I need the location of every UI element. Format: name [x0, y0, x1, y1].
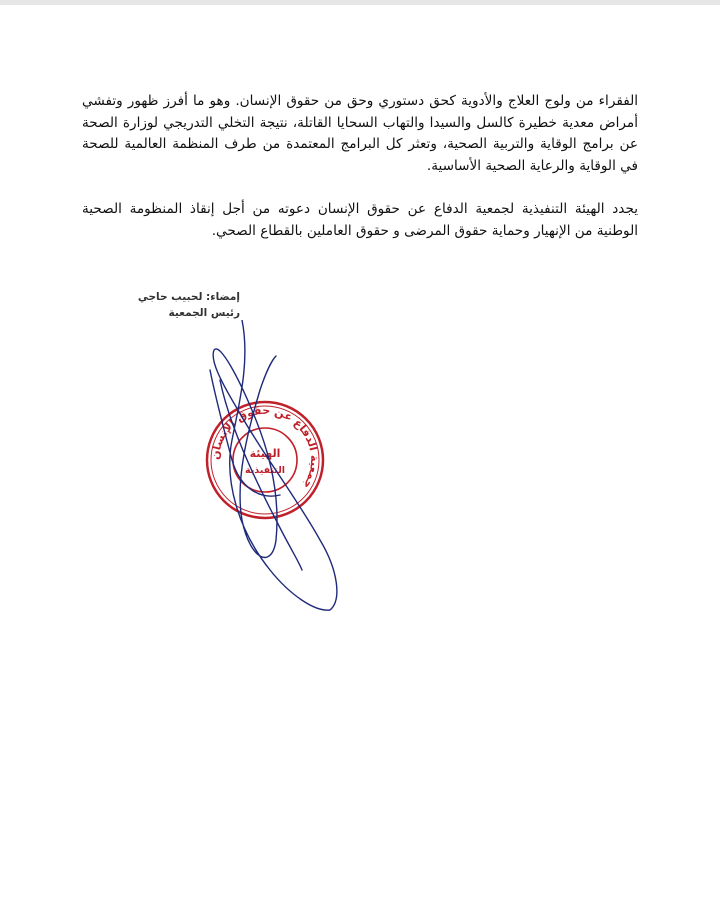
signature-name-line: إمضاء: لحبيب حاجي: [137, 291, 240, 303]
handwritten-signature: [180, 320, 360, 620]
paragraph-1: الفقراء من ولوج العلاج والأدوية كحق دستوري وحق من حقوق الإنسان. وهو ما أفرز ظهور وتفشي أمراض معدية خطيرة كالسل والسيدا والتهاب السحايا القاتلة، نتيجة التخلي التدريجي لوزارة الصحة عن برامج الوقاية والتربية الصحية، وتعثر كل البرامج المعتمدة من طرف المنظمة العالمية للصحة في الوقاية والرعاية الصحية الأساسية.: [82, 93, 638, 174]
paragraph-2: يجدد الهيئة التنفيذية لجمعية الدفاع عن حقوق الإنسان دعوته من أجل إنقاذ المنظومة الصحية الوطنية من الإنهيار وحماية حقوق المرضى و حقوق العاملين بالقطاع الصحي.: [82, 201, 638, 239]
document-page: [0, 5, 720, 908]
stamp-inner-text-2: التنفيذية: [244, 465, 286, 476]
signature-title-line: رئيس الجمعية: [168, 307, 240, 319]
stamp-outer-text: جمعية الدفاع عن حقوق الإنسان: [208, 403, 322, 492]
stamp-inner-text-1: الهيئة: [249, 447, 281, 460]
